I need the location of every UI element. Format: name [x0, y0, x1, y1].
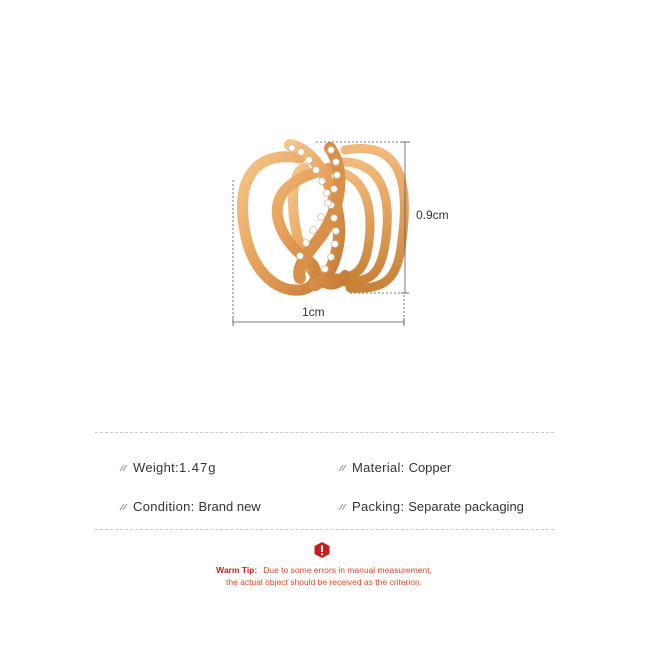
- width-label: 1cm: [302, 305, 325, 319]
- bullet-mark-icon: [338, 503, 348, 511]
- divider-top: [95, 432, 554, 433]
- spec-material-label: Material:: [352, 460, 405, 475]
- spec-condition-label: Condition:: [133, 499, 195, 514]
- spec-packing-label: Packing:: [352, 499, 405, 514]
- spec-material: [338, 460, 451, 475]
- spec-weight: [119, 460, 216, 475]
- left-cuff: [242, 157, 330, 290]
- warm-tip-label: Warm Tip:: [216, 565, 258, 575]
- spec-weight-label: Weight:: [133, 460, 179, 475]
- bullet-mark-icon: [119, 464, 129, 472]
- warm-tip-line2: the actual object should be received as the criterion.: [225, 577, 423, 587]
- warm-tip-text1: Due to some errors in manual measurement,: [263, 565, 432, 575]
- warm-tip-line1: [140, 565, 508, 575]
- bullet-mark-icon: [119, 503, 129, 511]
- spec-material-value: Copper: [408, 460, 452, 475]
- bullet-mark-icon: [338, 464, 348, 472]
- spec-packing-value: Separate packaging: [408, 499, 524, 514]
- spec-weight-value: 1.47g: [178, 460, 217, 475]
- spec-condition-value: Brand new: [198, 499, 261, 514]
- divider-bottom: [95, 529, 554, 530]
- height-label: 0.9cm: [416, 208, 449, 222]
- spec-packing: [338, 499, 524, 514]
- warning-icon: [313, 541, 331, 559]
- spec-condition: [119, 499, 261, 514]
